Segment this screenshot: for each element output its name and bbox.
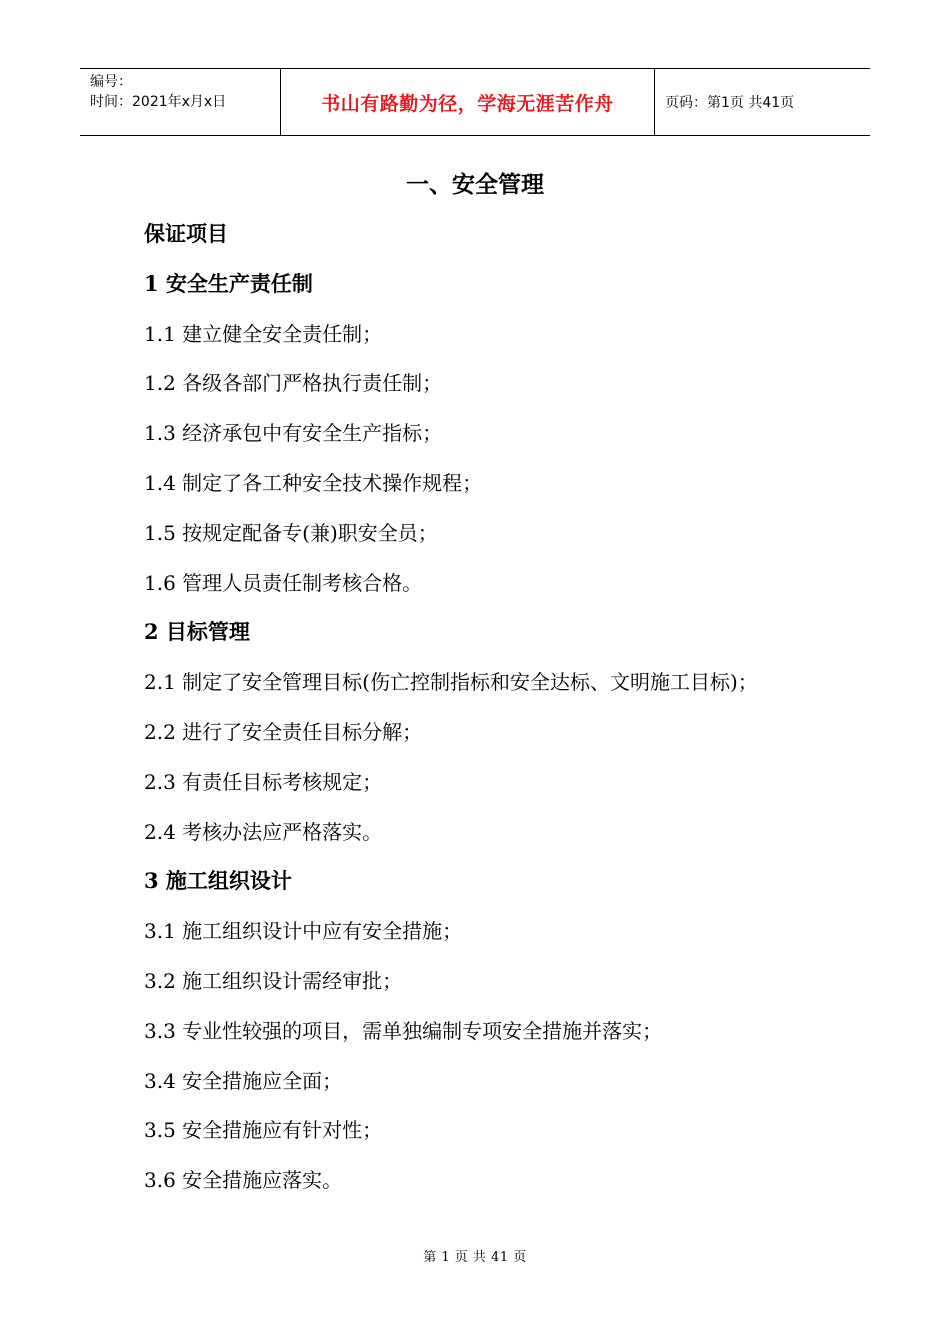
list-item: 1.3 经济承包中有安全生产指标； (144, 421, 443, 445)
list-item: 2.1 制定了安全管理目标(伤亡控制指标和安全达标、文明施工目标)； (144, 670, 758, 694)
list-item: 1.5 按规定配备专(兼)职安全员； (144, 521, 438, 545)
list-item: 2.2 进行了安全责任目标分解； (144, 720, 423, 744)
list-item: 1.4 制定了各工种安全技术操作规程； (144, 471, 483, 495)
list-item: 1.1 建立健全安全责任制； (144, 322, 383, 346)
header-meta (80, 69, 281, 135)
number-label: 编号： (90, 74, 132, 90)
section-heading: 2 目标管理 (144, 619, 250, 644)
page-footer: 第 1 页 共 41 页 (423, 1250, 527, 1265)
list-item: 3.2 施工组织设计需经审批； (144, 969, 403, 993)
list-item: 3.3 专业性较强的项目，需单独编制专项安全措施并落实； (144, 1019, 663, 1043)
list-item: 3.4 安全措施应全面； (144, 1069, 343, 1093)
section-heading: 保证项目 (144, 221, 228, 246)
list-item: 2.4 考核办法应严格落实。 (144, 820, 383, 844)
header-page-info: 页码：第1页 共41页 (665, 95, 795, 111)
section-title: 一、安全管理 (406, 171, 544, 198)
list-item: 1.6 管理人员责任制考核合格。 (144, 571, 423, 595)
list-item: 1.2 各级各部门严格执行责任制； (144, 371, 443, 395)
page-header (80, 68, 870, 136)
list-item: 3.5 安全措施应有针对性； (144, 1118, 383, 1142)
list-item: 3.1 施工组织设计中应有安全措施； (144, 919, 463, 943)
time-label: 时间：2021年x月x日 (90, 94, 227, 110)
section-heading: 3 施工组织设计 (144, 868, 292, 893)
list-item: 3.6 安全措施应落实。 (144, 1168, 343, 1192)
section-heading: 1 安全生产责任制 (144, 271, 313, 296)
list-item: 2.3 有责任目标考核规定； (144, 770, 383, 794)
header-motto: 书山有路勤为径，学海无涯苦作舟 (281, 69, 655, 135)
